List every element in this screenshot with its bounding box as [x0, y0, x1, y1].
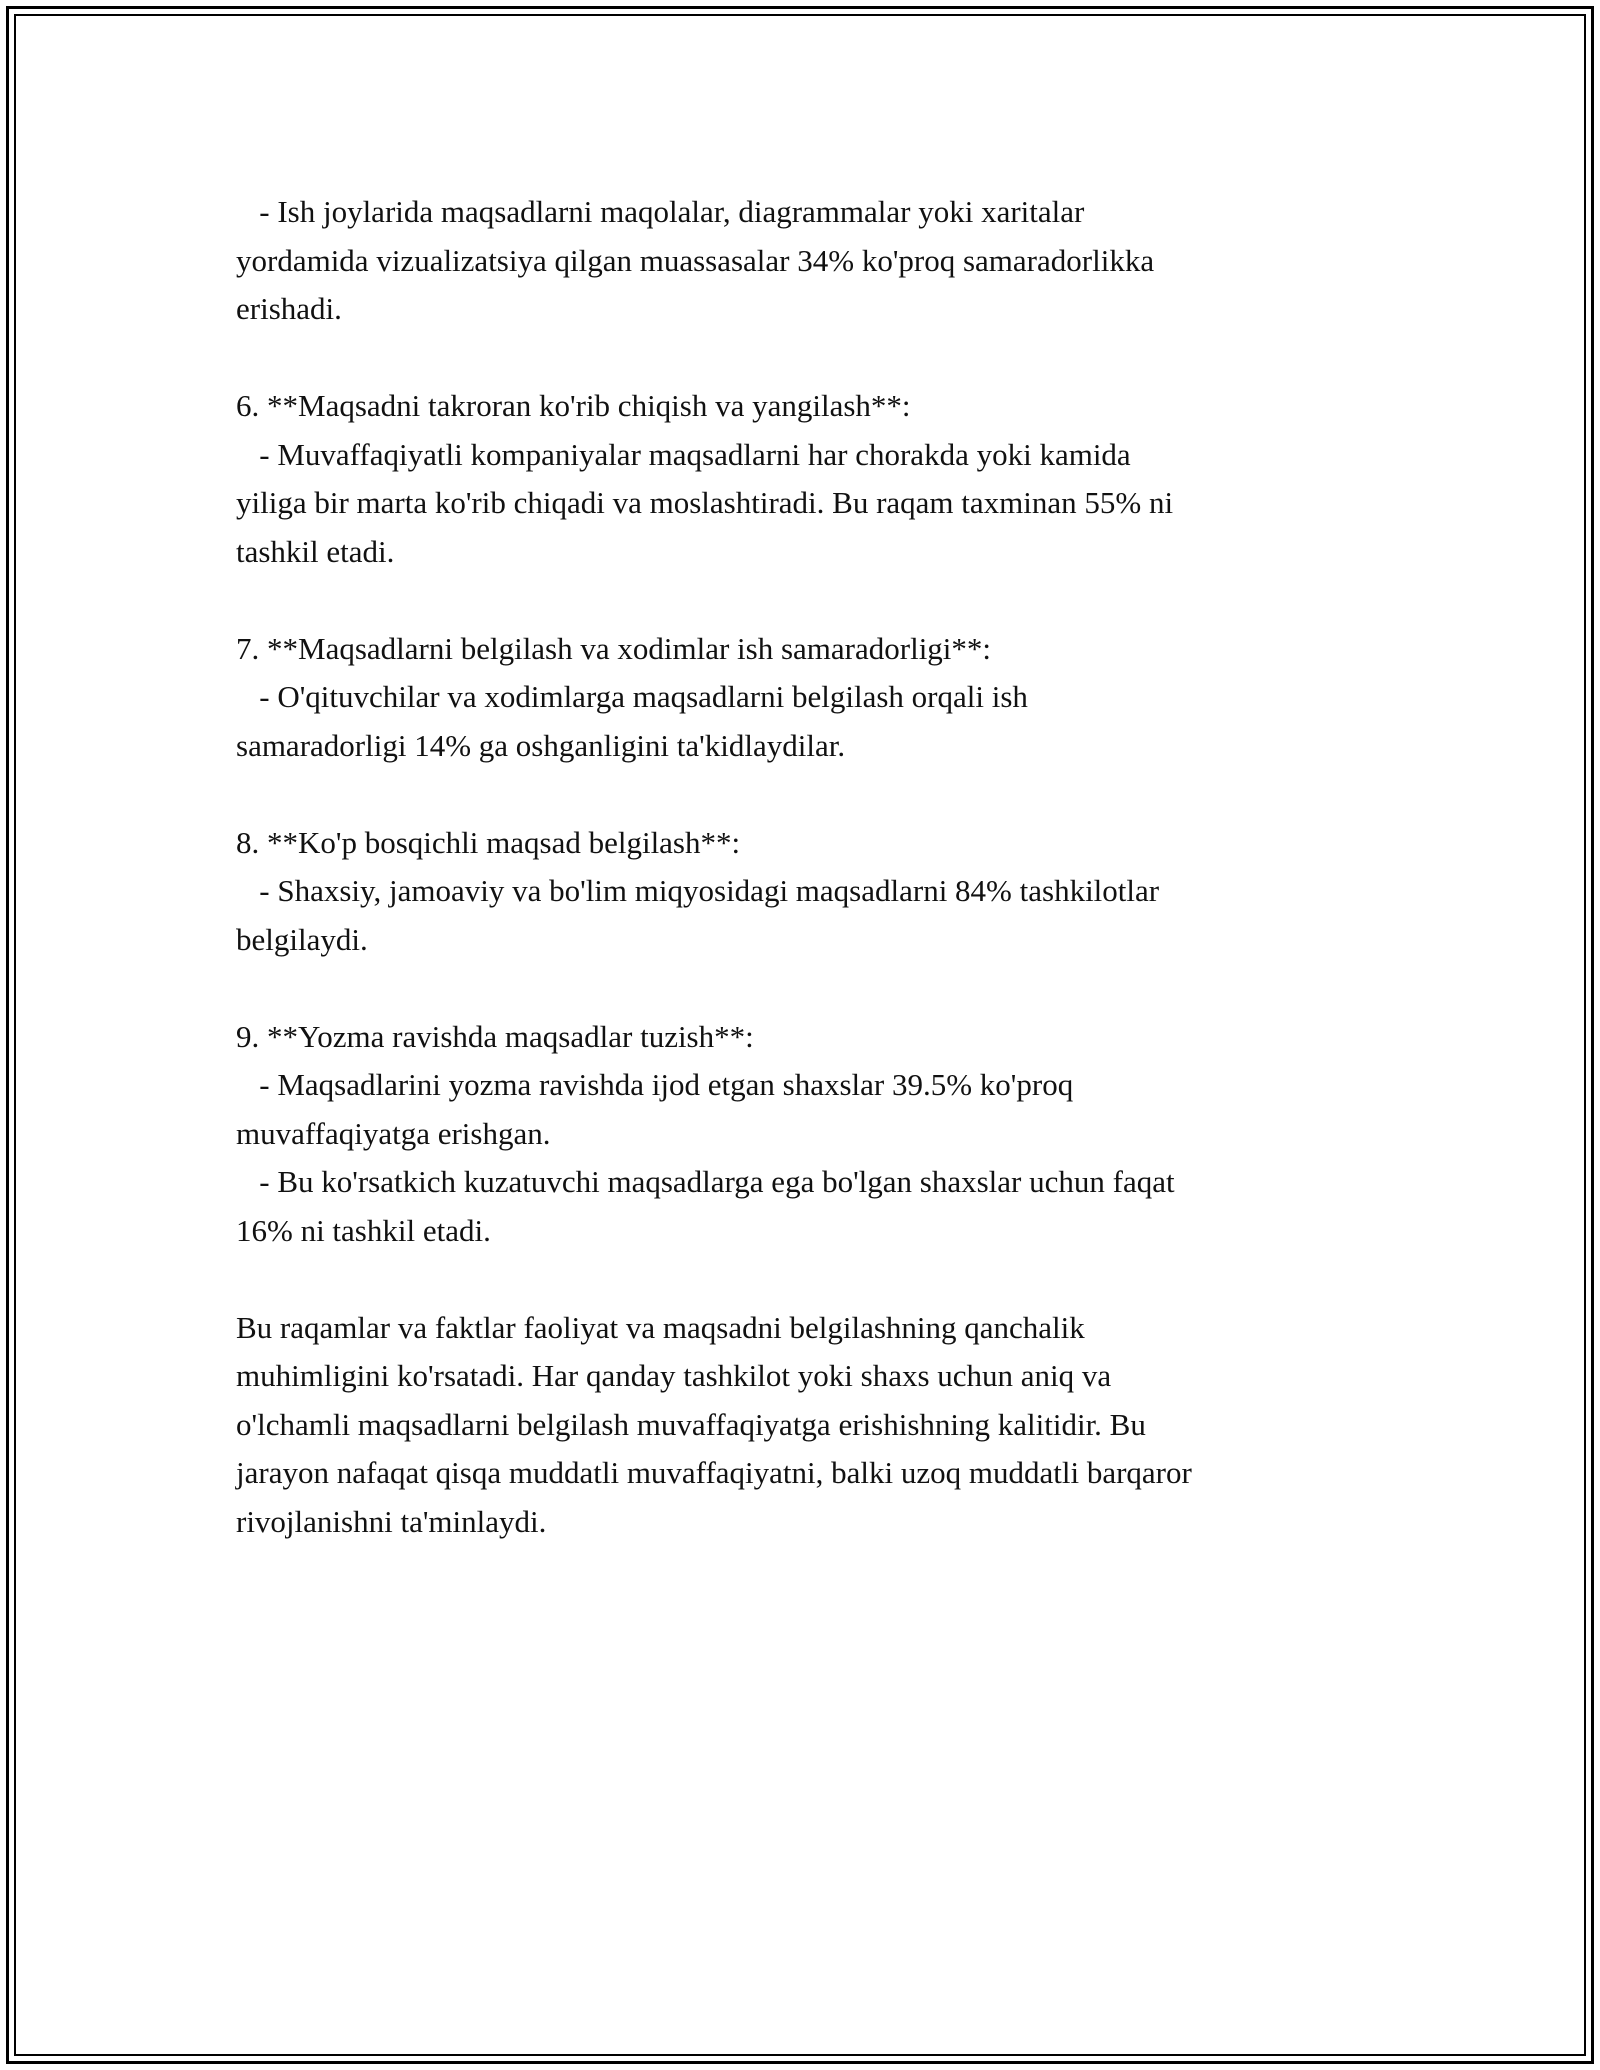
- paragraph-gap: [236, 1255, 1376, 1304]
- item-9-bullet-2-line: - Bu ko'rsatkich kuzatuvchi maqsadlarga ega bo'lgan shaxslar uchun faqat: [236, 1164, 1175, 1199]
- conclusion-line: muhimligini ko'rsatadi. Har qanday tashkilot yoki shaxs uchun aniq va: [236, 1358, 1112, 1393]
- document-body: [236, 188, 1376, 1546]
- intro-bullet-line: erishadi.: [236, 291, 342, 326]
- item-7-bullet-line: samaradorligi 14% ga oshganligini ta'kidlaydilar.: [236, 727, 846, 763]
- item-6-bullet-line: tashkil etadi.: [236, 533, 395, 569]
- paragraph-gap: [236, 334, 1376, 383]
- item-6-heading: 6. **Maqsadni takroran ko'rib chiqish va yangilash**:: [236, 388, 911, 423]
- item-8-heading: 8. **Ko'p bosqichli maqsad belgilash**:: [236, 824, 741, 860]
- item-6-bullet-line: - Muvaffaqiyatli kompaniyalar maqsadlarni har chorakda yoki kamida: [236, 436, 1131, 472]
- item-8-bullet-line: - Shaxsiy, jamoaviy va bo'lim miqyosidagi maqsadlarni 84% tashkilotlar: [236, 873, 1160, 908]
- conclusion-line: Bu raqamlar va faktlar faoliyat va maqsadni belgilashning qanchalik: [236, 1309, 1085, 1345]
- intro-bullet-line: - Ish joylarida maqsadlarni maqolalar, diagrammalar yoki xaritalar: [236, 194, 1085, 229]
- item-9-bullet-1-line: - Maqsadlarini yozma ravishda ijod etgan shaxslar 39.5% ko'proq: [236, 1067, 1074, 1102]
- item-7-bullet-line: - O'qituvchilar va xodimlarga maqsadlarni belgilash orqali ish: [236, 679, 1028, 714]
- conclusion-line: o'lchamli maqsadlarni belgilash muvaffaqiyatga erishishning kalitidir. Bu: [236, 1406, 1146, 1442]
- paragraph-gap: [236, 770, 1376, 819]
- item-6-bullet-line: yiliga bir marta ko'rib chiqadi va moslashtiradi. Bu raqam taxminan 55% ni: [236, 485, 1174, 520]
- intro-bullet-line: yordamida vizualizatsiya qilgan muassasalar 34% ko'proq samaradorlikka: [236, 242, 1155, 278]
- item-9-bullet-1-line: muvaffaqiyatga erishgan.: [236, 1115, 551, 1151]
- paragraph-gap: [236, 964, 1376, 1013]
- item-9-heading: 9. **Yozma ravishda maqsadlar tuzish**:: [236, 1018, 754, 1054]
- paragraph-gap: [236, 576, 1376, 625]
- conclusion-line: jarayon nafaqat qisqa muddatli muvaffaqiyatni, balki uzoq muddatli barqaror: [236, 1455, 1192, 1490]
- conclusion-line: rivojlanishni ta'minlaydi.: [236, 1503, 547, 1539]
- item-7-heading: 7. **Maqsadlarni belgilash va xodimlar ish samaradorligi**:: [236, 630, 992, 666]
- item-9-bullet-2-line: 16% ni tashkil etadi.: [236, 1212, 491, 1248]
- item-8-bullet-line: belgilaydi.: [236, 921, 368, 957]
